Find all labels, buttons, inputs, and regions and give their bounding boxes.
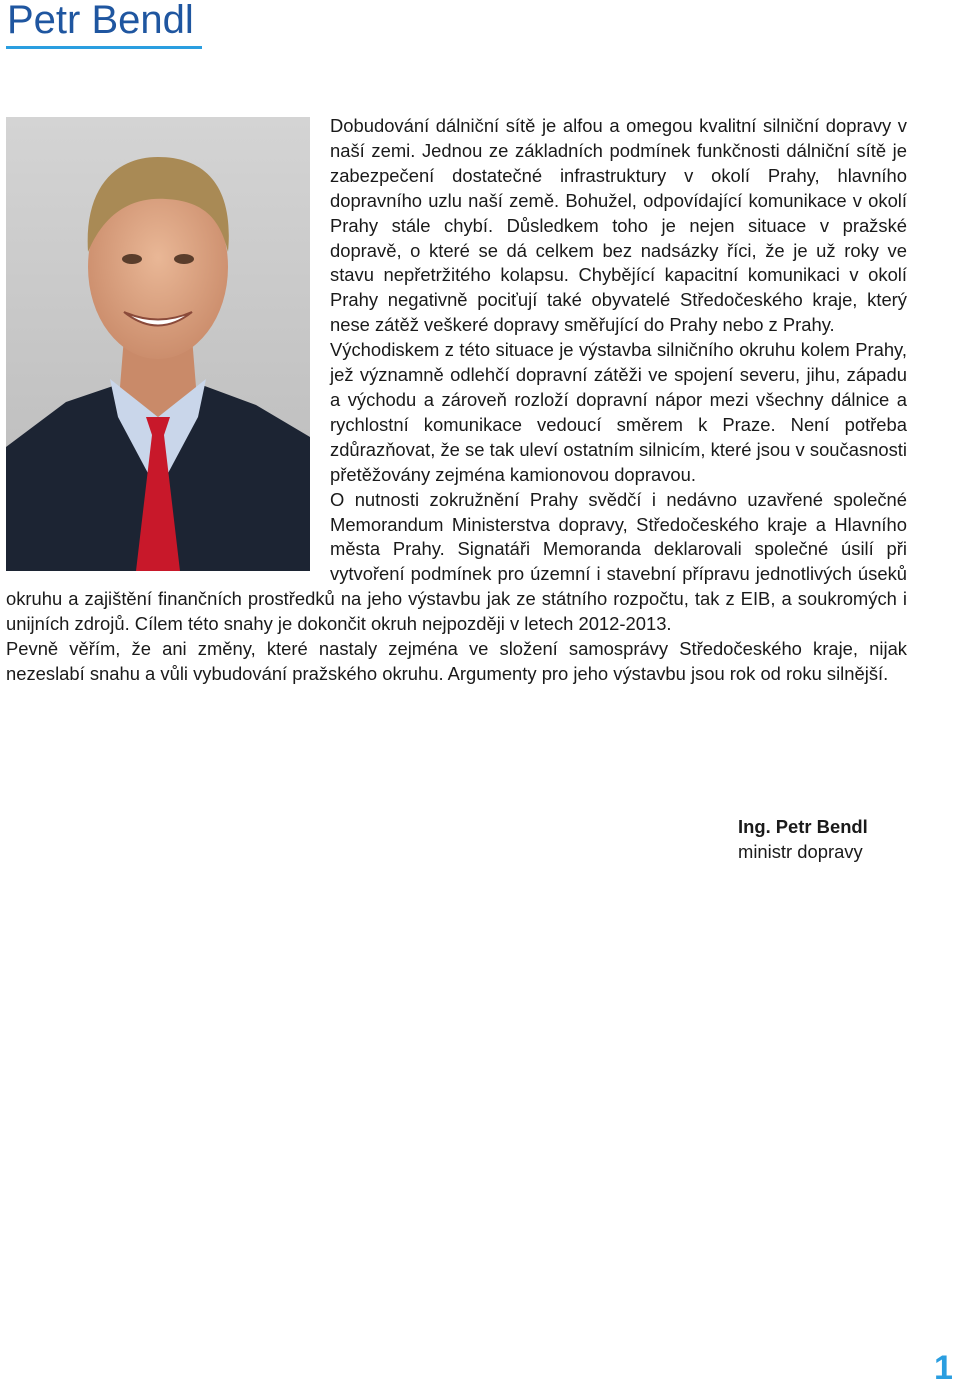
article-paragraph-4: Pevně věřím, že ani změny, které nastaly zejména ve složení samosprávy Středočeského kraje, nijak nezeslabí snahu a vůli vybudování pražského okruhu. Argumenty pro jeho výstavbu jsou rok od roku silnější. xyxy=(6,638,907,684)
article-body xyxy=(6,114,907,687)
photo-spacer xyxy=(6,114,330,587)
article-paragraph-3: O nutnosti zokružnění Prahy svědčí i nedávno uzavřené společné Memorandum Ministerstva dopravy, Středočeského kraje a Hlavního města Prahy. Signatáři Memoranda deklarovali společné úsilí při vytvoření podmínek pro územní i stavební přípravu jednotlivých úseků okruhu a zajištění finančních prostředků na jeho výstavbu jak ze státního rozpočtu, tak z EIB, a soukromých i unijních zdrojů. Cílem této snahy je dokončit okruh nejpozději v letech 2012-2013. xyxy=(6,488,907,635)
page-title: Petr Bendl xyxy=(7,0,194,42)
signature-name: Ing. Petr Bendl xyxy=(738,816,868,837)
article-paragraph-1: Dobudování dálniční sítě je alfou a omegou kvalitní silniční dopravy v naší zemi. Jednou ze základních podmínek funkčnosti dálniční sítě je zabezpečení dostatečné infrastruktury v okolí Prahy, hlavního dopravního uzlu naší země. Bohužel, odpovídající komunikace v okolí Prahy stále chybí. Důsledkem toho je nejen situace v pražské dopravě, o které se dá celkem bez nadsázky říci, že je už roky ve stavu nepřetržitého kolapsu. Chybějící kapacitní komunikaci v okolí Prahy negativně pociťují také obyvatelé Středočeského kraje, který nese zátěž veškeré dopravy směřující do Prahy nebo z Prahy. xyxy=(330,115,907,336)
signature-block xyxy=(738,815,868,865)
signature-role: ministr dopravy xyxy=(738,840,863,862)
title-underline xyxy=(6,46,202,49)
page-number: 1 xyxy=(934,1349,953,1387)
article-paragraph-2: Východiskem z této situace je výstavba silničního okruhu kolem Prahy, jež významně odlehčí dopravní zátěži ve spojení severu, jihu, západu a východu a zároveň rozloží dopravní nápor mezi všechny dálnice a rychlostní komunikace vedoucí směrem k Praze. Není potřeba zdůrazňovat, že se tak uleví ostatním silnicím, které jsou v současnosti přetěžovány zejména kamionovou dopravou. xyxy=(330,339,907,485)
